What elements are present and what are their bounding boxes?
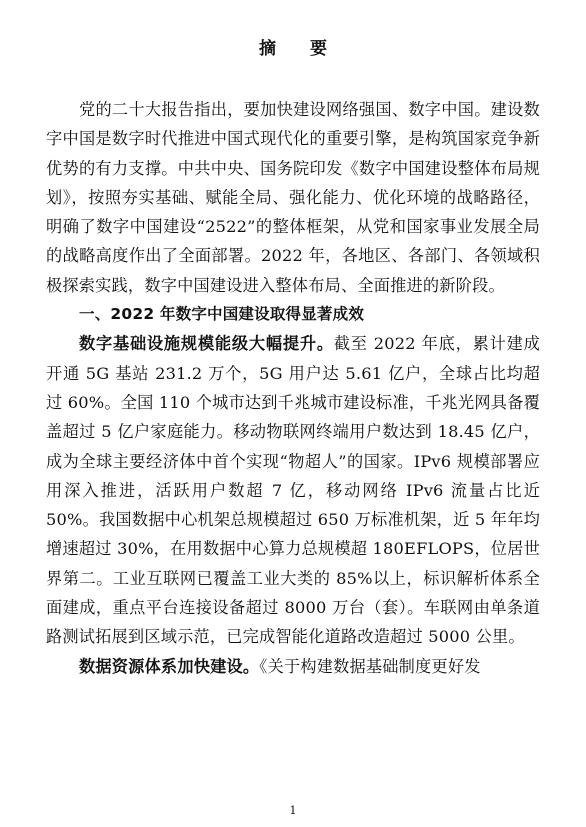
section-heading: 一、2022 年数字中国建设取得显著成效 <box>79 305 365 324</box>
paragraph-lead: 数据资源体系加快建设。 <box>79 656 260 676</box>
paragraph-text: 截至 2022 年底，累计建成开通 5G 基站 231.2 万个，5G 用户达 5.61 亿户，全球占比均超过 60%。全国 110 个城市达到千兆城市建设标准，千兆光网具备覆盖超过 5 亿户家庭能力。移动物联网终端用户数达到 18.45 亿户，成为全球主要经济体中首个实现“物超人”的国家。IPv6 规模部署应用深入推进，活跃用户数超 7 亿，移动网络 IPv6 流量占比近 50%。我国数据中心机架总规模超过 650 万标准机架，近 5 年年均增速超过 30%，在用数据中心算力总规模超 180EFLOPS，位居世界第二。工业互联网已覆盖工业大类的 85%以上，标识解析体系全面建成，重点平台连接设备超过 8000 万台（套）。车联网由单条道路测试拓展到区域示范，已完成智能化道路改造超过 5000 公里。 <box>46 334 540 647</box>
page-number: 1 <box>289 804 297 817</box>
paragraph-text: 《关于构建数据基础制度更好发 <box>259 656 481 676</box>
intro-paragraph: 党的二十大报告指出，要加快建设网络强国、数字中国。建设数字中国是数字时代推进中国式现代化的重要引擎，是构筑国家竞争新优势的有力支撑。中共中央、国务院印发《数字中国建设整体布局规划》，按照夯实基础、赋能全局、强化能力、优化环境的战略路径，明确了数字中国建设“2522”的整体框架，从党和国家事业发展全局的战略高度作出了全面部署。2022 年，各地区、各部门、各领域积极探索实践，数字中国建设进入整体布局、全面推进的新阶段。 <box>46 100 540 295</box>
paragraph-infrastructure <box>46 329 540 651</box>
paragraph-data-resources <box>46 652 540 681</box>
paragraph-lead: 数字基础设施规模能级大幅提升。 <box>79 334 334 354</box>
page-title: 摘 要 <box>259 39 341 59</box>
document-body <box>46 95 540 681</box>
